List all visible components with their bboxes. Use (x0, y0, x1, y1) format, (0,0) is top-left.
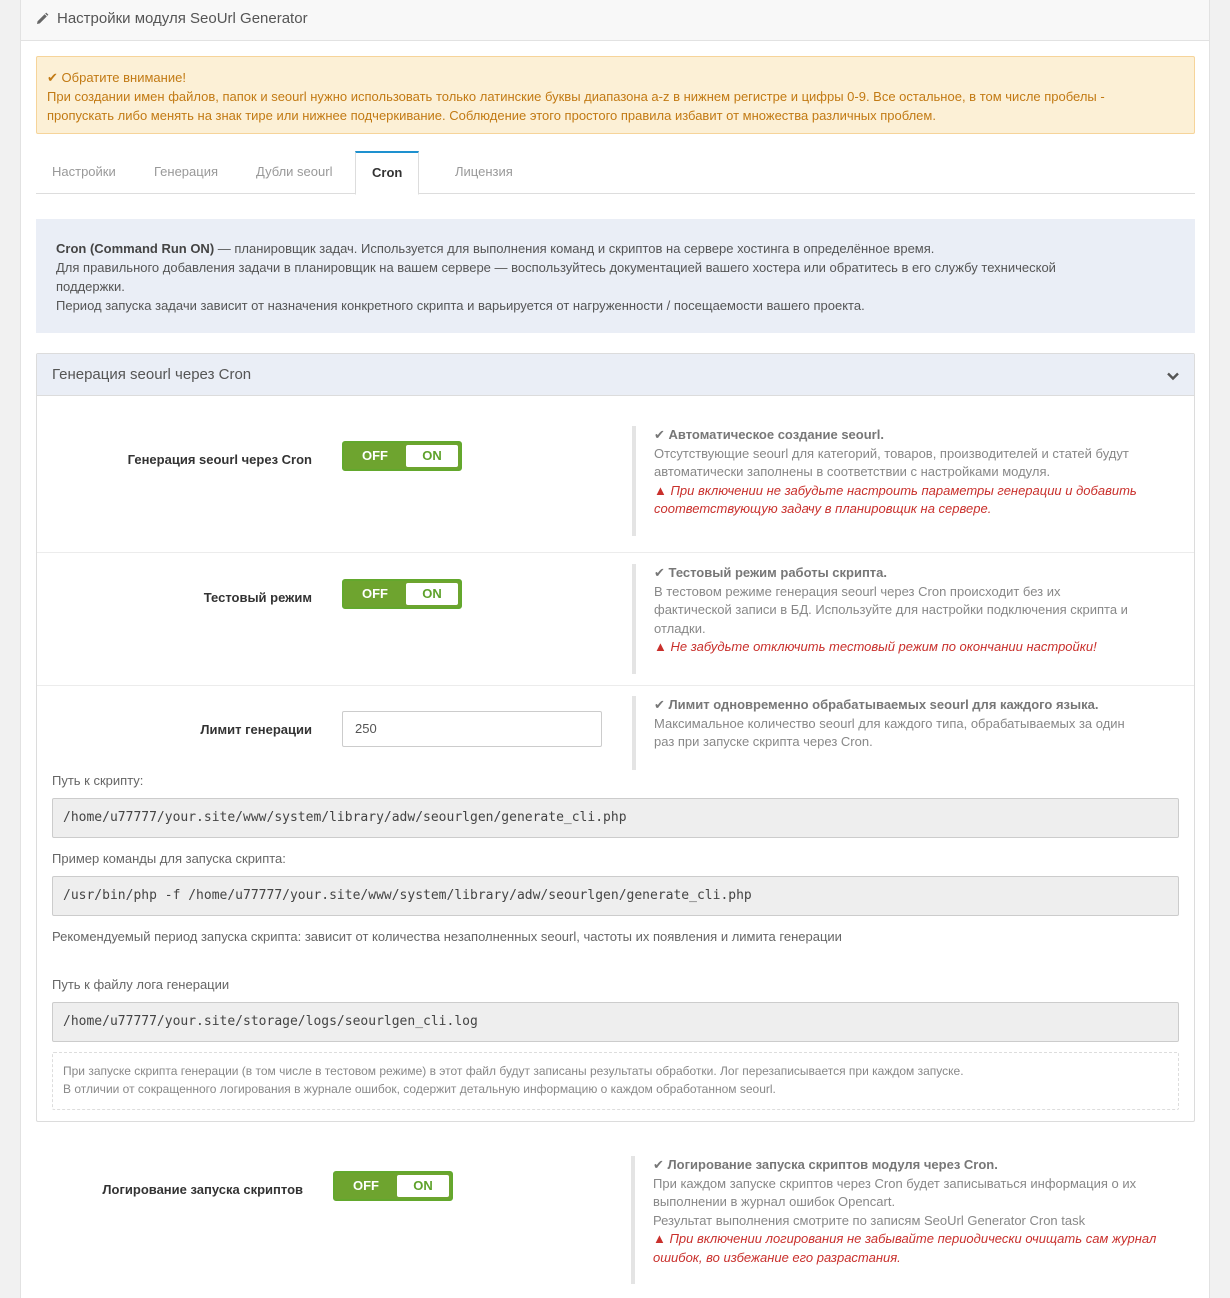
cron-panel-title: Генерация seourl через Cron (52, 366, 252, 383)
toggle-on-label: ON (397, 1175, 449, 1197)
info-line-3: поддержки. (56, 279, 125, 294)
tab-duplicates[interactable]: Дубли seourl (256, 164, 333, 179)
gen-toggle[interactable] (342, 441, 462, 471)
logging-toggle[interactable] (333, 1171, 453, 1201)
limit-help (632, 696, 1182, 770)
check-icon: ✔ (653, 1157, 664, 1172)
toggle-on-label: ON (406, 445, 458, 467)
row-divider (37, 685, 1194, 686)
gen-warn-line-1: При включении не забудьте настроить параметры генерации и добавить (670, 482, 1137, 498)
gen-label: Генерация seourl через Cron (127, 452, 312, 467)
pencil-icon (35, 12, 49, 26)
warning-icon: ▲ (654, 482, 667, 498)
test-help-line-2: фактической записи в БД. Используйте для настройки подключения скрипта и (654, 602, 1128, 617)
test-help-line-3: отладки. (654, 620, 706, 636)
cron-info-box (36, 219, 1195, 333)
gen-warn-line-2: соответствующую задачу в планировщик на сервере. (654, 501, 992, 516)
limit-input[interactable]: 250 (342, 711, 602, 747)
command-field[interactable]: /usr/bin/php -f /home/u77777/your.site/www/system/library/adw/seourlgen/generate_cli.php (52, 876, 1179, 916)
logging-warn-line-1: При включении логирования не забывайте периодически очищать сам журнал (669, 1231, 1157, 1246)
script-path-field[interactable]: /home/u77777/your.site/www/system/library/adw/seourlgen/generate_cli.php (52, 798, 1179, 838)
cron-generation-panel (36, 353, 1195, 1122)
test-mode-toggle[interactable] (342, 579, 462, 609)
info-bold: Cron (Command Run ON) (56, 241, 215, 256)
settings-panel (20, 0, 1210, 1298)
limit-help-line-2: раз при запуске скрипта через Cron. (654, 734, 873, 749)
test-mode-label: Тестовый режим (203, 590, 312, 605)
test-help-line-1: В тестовом режиме генерация seourl через Cron происходит без их (654, 583, 1061, 599)
toggle-off-label: OFF (362, 448, 388, 463)
limit-help-head: Лимит одновременно обрабатываемых seourl для каждого языка. (668, 697, 1099, 712)
cron-panel-header[interactable] (37, 354, 1194, 396)
tab-license[interactable]: Лицензия (455, 164, 513, 179)
test-mode-help (632, 564, 1182, 674)
logging-label: Логирование запуска скриптов (102, 1182, 303, 1197)
gen-help (632, 426, 1182, 536)
check-icon: ✔ (654, 697, 665, 712)
limit-help-line-1: Максимальное количество seourl для каждого типа, обрабатываемых за один (654, 715, 1125, 731)
log-note (52, 1052, 1179, 1110)
info-line-2: Для правильного добавления задачи в планировщик на вашем сервере — воспользуйтесь документацией вашего хостера или обратитесь в его службу технической (56, 260, 1056, 275)
info-line-1: — планировщик задач. Используется для выполнения команд и скриптов на сервере хостинга в определённое время. (214, 241, 935, 256)
log-path-field[interactable]: /home/u77777/your.site/storage/logs/seourlgen_cli.log (52, 1002, 1179, 1042)
log-path-label: Путь к файлу лога генерации (52, 977, 230, 992)
log-note-line-1: При запуске скрипта генерации (в том числе в тестовом режиме) в этот файл будут записаны результаты обработки. Лог перезаписывается при каждом запуске. (63, 1064, 964, 1078)
tab-settings[interactable]: Настройки (52, 164, 116, 179)
logging-warn-line-2: ошибок, во избежание его разрастания. (653, 1249, 901, 1265)
tab-bar (36, 151, 1195, 194)
tab-generation[interactable]: Генерация (154, 164, 219, 179)
limit-label: Лимит генерации (200, 722, 312, 737)
alert-line-1: При создании имен файлов, папок и seourl нужно использовать только латинские буквы диапазона a-z в нижнем регистре и цифры 0-9. Все остальное, в том числе пробелы - (47, 89, 1105, 104)
test-help-head: Тестовый режим работы скрипта. (668, 565, 888, 580)
gen-help-line-2: автоматически заполнены в соответствии с настройками модуля. (654, 464, 1051, 479)
logging-help-line-1: При каждом запуске скриптов через Cron будет записываться информация о их (653, 1175, 1137, 1191)
chevron-down-icon[interactable] (1166, 369, 1180, 383)
check-icon: ✔ (654, 565, 665, 580)
page-title: Настройки модуля SeoUrl Generator (57, 10, 308, 27)
warning-icon: ▲ (653, 1231, 666, 1246)
gen-help-line-1: Отсутствующие seourl для категорий, товаров, производителей и статей будут (654, 445, 1129, 461)
panel-heading (21, 0, 1209, 41)
logging-help-line-2: выполнении в журнал ошибок Opencart. (653, 1194, 896, 1209)
info-line-4: Период запуска задачи зависит от назначения конкретного скрипта и варьируется от нагруженности / посещаемости вашего проекта. (56, 298, 865, 313)
check-icon: ✔ (47, 70, 58, 85)
check-icon: ✔ (654, 427, 665, 442)
row-divider (37, 552, 1194, 553)
alert-line-2: пропускать либо менять на знак тире или нижнее подчеркивание. Соблюдение этого простого правила избавит от множества различных проблем. (47, 108, 936, 123)
toggle-on-label: ON (406, 583, 458, 605)
toggle-off-label: OFF (362, 586, 388, 601)
test-warn-line-1: Не забудьте отключить тестовый режим по окончании настройки! (670, 639, 1097, 654)
script-path-label: Путь к скрипту: (52, 773, 144, 788)
logging-help-line-3: Результат выполнения смотрите по записям SeoUrl Generator Cron task (653, 1212, 1086, 1228)
warning-icon: ▲ (654, 639, 667, 654)
logging-help (631, 1156, 1191, 1284)
log-note-line-2: В отличии от сокращенного логирования в журнале ошибок, содержит детальную информацию о каждом обработанном seourl. (63, 1082, 776, 1096)
period-text: Рекомендуемый период запуска скрипта: зависит от количества незаполненных seourl, частоты их появления и лимита генерации (52, 929, 842, 944)
alert-title: Обратите внимание! (61, 70, 186, 85)
warning-alert (36, 56, 1195, 134)
logging-help-head: Логирование запуска скриптов модуля через Cron. (667, 1157, 998, 1172)
command-label: Пример команды для запуска скрипта: (52, 851, 286, 866)
tab-cron[interactable]: Cron (355, 151, 419, 195)
gen-help-head: Автоматическое создание seourl. (668, 427, 884, 442)
toggle-off-label: OFF (353, 1178, 379, 1193)
